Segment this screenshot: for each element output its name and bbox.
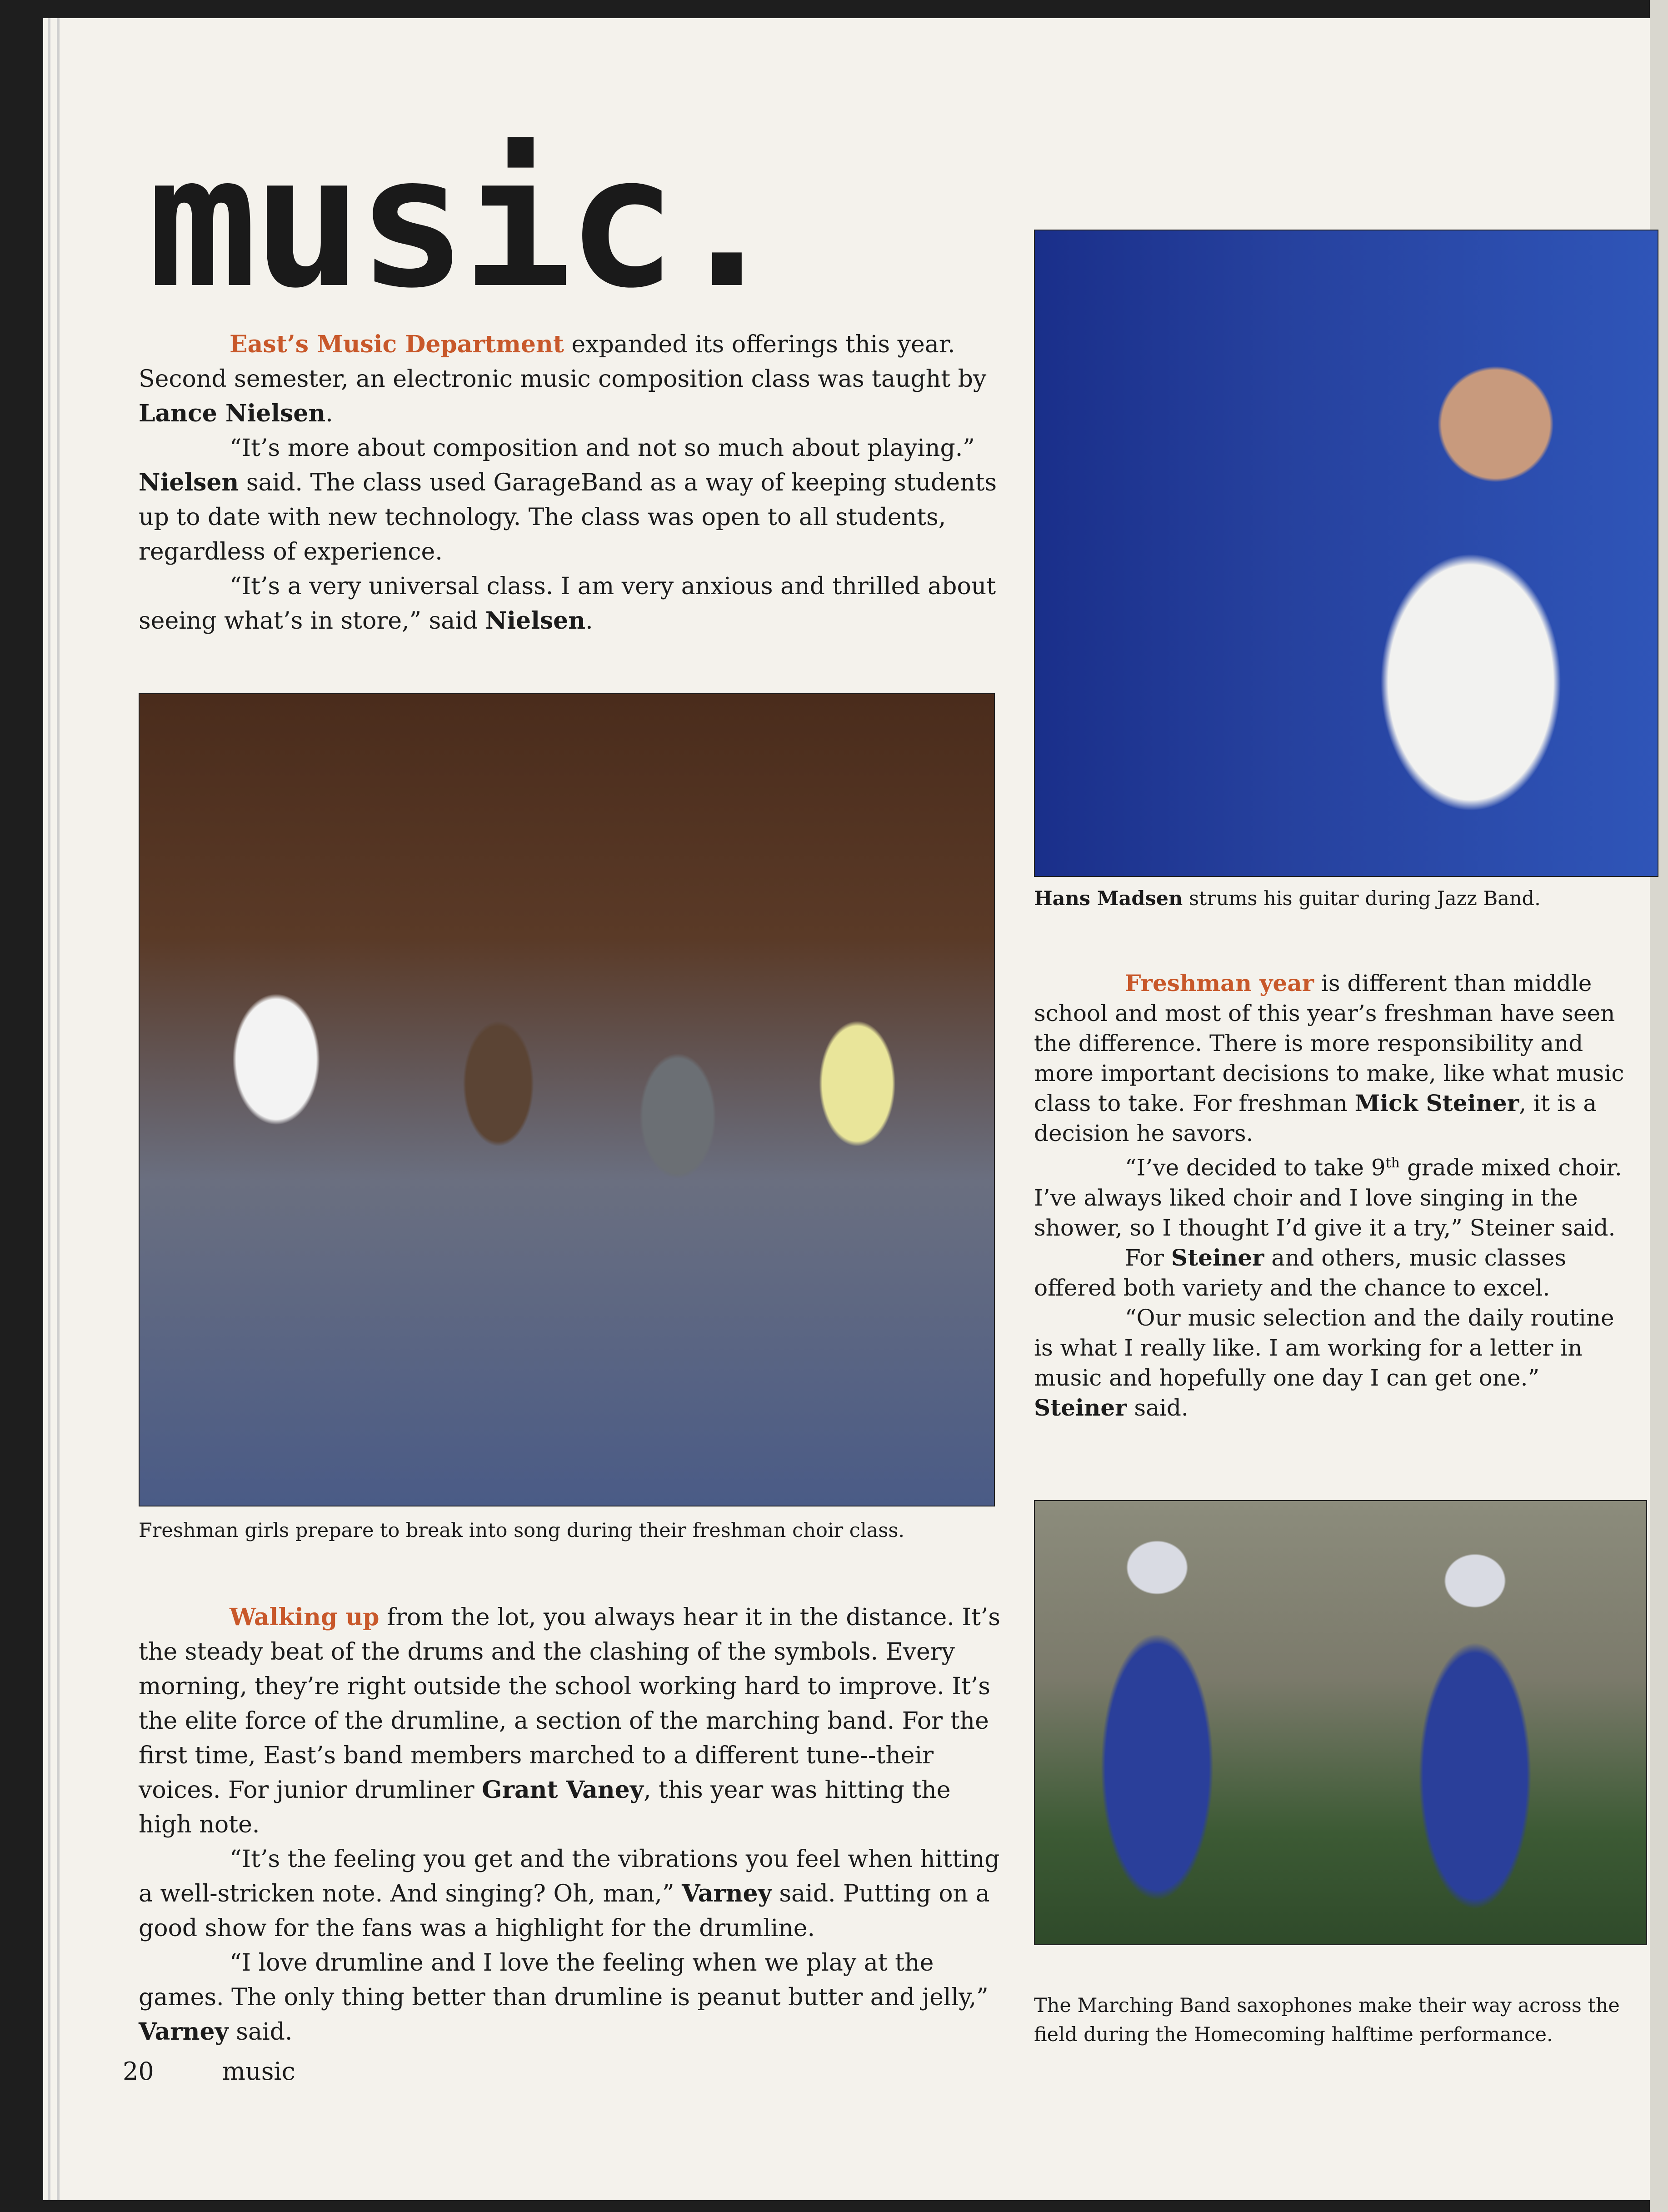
paragraph xyxy=(139,1842,1002,1946)
text: “I love drumline and I love the feeling when we play at the games. The only thing better than drumline is peanut butter and jelly,” xyxy=(139,1949,989,2011)
paragraph xyxy=(1034,968,1634,1148)
guitar-photo xyxy=(1034,230,1658,877)
paragraph xyxy=(139,1946,1002,2049)
name-bold: Varney xyxy=(682,1880,772,1907)
paragraph xyxy=(1034,1303,1634,1423)
lead-in: Freshman year xyxy=(1125,970,1314,996)
text: For xyxy=(1125,1244,1171,1271)
choir-photo-caption: Freshman girls prepare to break into song during their freshman choir class. xyxy=(139,1519,905,1542)
name-bold: Hans Madsen xyxy=(1034,887,1183,910)
intro-article xyxy=(139,327,1002,638)
name-bold: Steiner xyxy=(1171,1244,1264,1271)
paragraph xyxy=(1034,1243,1634,1303)
text: “It’s the feeling you get and the vibrations you feel when hitting a well-stricken note. And singing? Oh, man,” xyxy=(139,1846,1000,1907)
text: , it is a decision he savors. xyxy=(1034,1090,1597,1146)
page-title: music. xyxy=(148,117,777,328)
text: “I’ve decided to take 9 xyxy=(1125,1154,1386,1181)
name-bold: Nielsen xyxy=(139,469,239,496)
freshman-article xyxy=(1034,968,1634,1423)
guitar-photo-caption xyxy=(1034,884,1625,913)
text: “It’s more about composition and not so much about playing.” xyxy=(230,435,975,462)
text: “Our music selection and the daily routine is what I really like. I am working for a letter in music and hopefully one day I can get one.” xyxy=(1034,1304,1614,1391)
name-bold: Mick Steiner xyxy=(1354,1090,1519,1116)
marching-band-photo xyxy=(1034,1500,1647,1945)
paragraph xyxy=(139,431,1002,569)
choir-photo xyxy=(139,693,995,1506)
text: from the lot, you always hear it in the distance. It’s the steady beat of the drums and the clashing of the symbols. Every morning, they’re right outside the school working hard to improve. It’s the elite force of the drumline, a section of the marching band. For the first time, East’s band members marched to a different tune--their voices. For junior drumliner xyxy=(139,1604,1000,1804)
text: said. xyxy=(1127,1394,1189,1421)
text: strums his guitar during Jazz Band. xyxy=(1183,887,1541,910)
superscript: th xyxy=(1385,1155,1400,1171)
paragraph xyxy=(139,569,1002,638)
text: , this year was hitting the high note. xyxy=(139,1777,951,1838)
name-bold: Grant Vaney xyxy=(482,1776,644,1804)
text: . xyxy=(325,400,333,427)
text: and others, music classes offered both variety and the chance to excel. xyxy=(1034,1244,1567,1301)
lead-in: Walking up xyxy=(230,1603,380,1631)
name-bold: Varney xyxy=(139,2018,229,2046)
page-number: 20 xyxy=(123,2057,154,2086)
name-bold: Nielsen xyxy=(485,607,586,635)
text: said. xyxy=(228,2018,293,2046)
text: said. Putting on a good show for the fans was a highlight for the drumline. xyxy=(139,1880,990,1942)
text: is different than middle school and most of this year’s freshman have seen the difference. There is more responsibility and more important decisions to make, like what music class to take. For freshman xyxy=(1034,970,1624,1116)
text: said. The class used GarageBand as a way of keeping students up to date with new technology. The class was open to all students, regardless of experience. xyxy=(139,469,997,566)
text: . xyxy=(585,607,593,635)
page-folio xyxy=(123,2057,295,2086)
paragraph xyxy=(1034,1148,1634,1243)
text: expanded its offerings this year. Second semester, an electronic music composition class was taught by xyxy=(139,331,987,393)
name-bold: Lance Nielsen xyxy=(139,400,326,427)
binding-line xyxy=(48,18,50,2200)
name-bold: Steiner xyxy=(1034,1394,1127,1421)
marching-band-caption: The Marching Band saxophones make their way across the field during the Homecoming halftime performance. xyxy=(1034,1994,1620,2046)
text: “It’s a very universal class. I am very anxious and thrilled about seeing what’s in store,” said xyxy=(139,573,996,635)
text: grade mixed choir. I’ve always liked choir and I love singing in the shower, so I thought I’d give it a try,” Steiner said. xyxy=(1034,1154,1622,1241)
paragraph xyxy=(139,327,1002,431)
drumline-article xyxy=(139,1600,1002,2049)
paragraph xyxy=(139,1600,1002,1842)
binding-line xyxy=(57,18,60,2200)
lead-in: East’s Music Department xyxy=(230,330,564,358)
section-name: music xyxy=(222,2057,295,2086)
